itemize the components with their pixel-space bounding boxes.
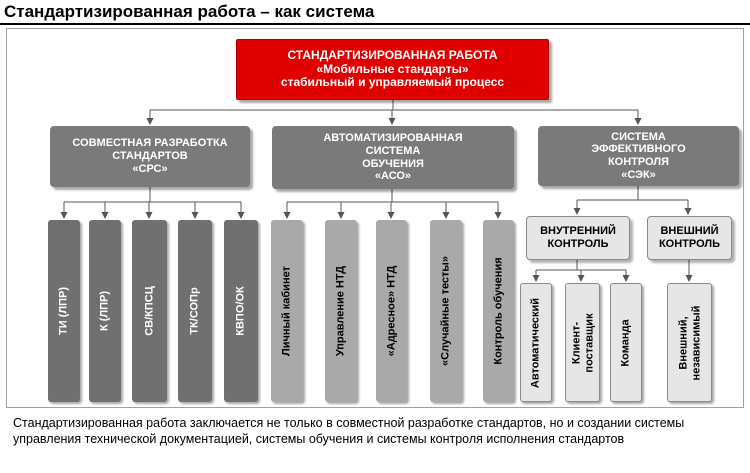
aso-item <box>430 220 462 402</box>
aso-item <box>483 220 514 402</box>
group-srs-line: СОВМЕСТНАЯ РАЗРАБОТКА <box>72 137 228 150</box>
external-control-box <box>647 216 732 260</box>
aso-item-label: «Случайные тесты» <box>439 256 452 366</box>
srs-item <box>178 220 212 402</box>
group-box-sek <box>538 126 739 186</box>
srs-item <box>89 220 121 402</box>
group-sek-line: «СЭК» <box>621 168 656 181</box>
srs-item <box>132 220 167 402</box>
aso-item <box>271 220 303 402</box>
group-sek-line: КОНТРОЛЯ <box>607 156 670 168</box>
aso-item <box>325 220 357 402</box>
group-srs-line: «СРС» <box>132 162 168 175</box>
group-box-aso <box>272 126 514 189</box>
aso-item-label: Контроль обучения <box>492 257 505 365</box>
srs-item-label: КВПО/ОК <box>234 286 247 336</box>
internal-control-item-label: Команда <box>619 318 632 367</box>
group-aso-line: ОБУЧЕНИЯ <box>362 157 424 170</box>
srs-item-label: ТИ (ЛПР) <box>57 287 70 335</box>
internal-control-item <box>610 283 642 402</box>
aso-item-label: «Адресное» НТД <box>385 265 398 357</box>
page-title: Стандартизированная работа – как система <box>4 2 375 21</box>
internal-control-item <box>565 283 600 402</box>
aso-item-label: Управление НТД <box>334 265 347 357</box>
internal-control-item-label: Автоматический <box>529 297 542 388</box>
external-control-item <box>667 283 712 402</box>
aso-item <box>376 220 407 402</box>
srs-item <box>48 220 80 402</box>
root-line: стабильный и управляемый процесс <box>280 75 505 90</box>
group-box-srs <box>50 126 250 187</box>
external-control-line: КОНТРОЛЬ <box>658 238 721 250</box>
internal-control-box <box>526 216 630 260</box>
srs-item-label: ТК/СОПр <box>188 287 201 335</box>
internal-control-item-label: Клиент- поставщик <box>569 312 595 373</box>
group-aso-line: СИСТЕМА <box>365 144 421 157</box>
group-aso-line: АВТОМАТИЗИРОВАННАЯ <box>323 132 463 144</box>
srs-item <box>224 220 258 402</box>
group-sek-line: СИСТЕМА <box>611 130 666 143</box>
aso-item-label: Личный кабинет <box>280 266 293 356</box>
caption-text: Стандартизированная работа заключается не только в совместной разработке стандартов, но и создании системы управления технической документацией, системы обучения и системы контроля исполнения стандартов <box>13 416 685 447</box>
group-sek-line: ЭФФЕКТИВНОГО <box>591 143 686 156</box>
root-line: СТАНДАРТИЗИРОВАННАЯ РАБОТА <box>287 47 498 62</box>
srs-item-label: К (ЛПР) <box>98 290 111 332</box>
internal-control-item <box>520 283 552 402</box>
group-aso-line: «АСО» <box>374 170 412 183</box>
external-control-line: ВНЕШНИЙ <box>660 225 719 238</box>
root-line: «Мобильные стандарты» <box>316 61 469 76</box>
root-box <box>236 39 549 100</box>
internal-control-line: КОНТРОЛЬ <box>547 238 609 250</box>
external-control-item-label: Внешний, независимый <box>676 305 702 380</box>
internal-control-line: ВНУТРЕННИЙ <box>540 225 616 238</box>
group-srs-line: СТАНДАРТОВ <box>112 150 188 163</box>
srs-item-label: СВ/КПСЦ <box>143 286 156 336</box>
